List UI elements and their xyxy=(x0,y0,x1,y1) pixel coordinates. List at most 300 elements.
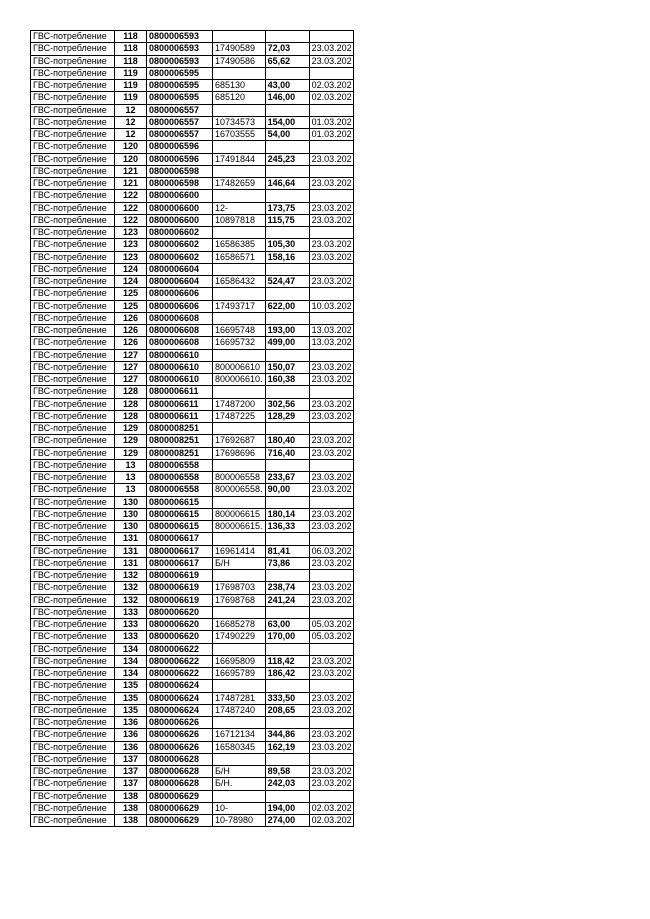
cell-account-number: 0800006600 xyxy=(147,202,213,214)
cell-document-number xyxy=(213,533,266,545)
cell-date: 23.03.202 xyxy=(309,729,353,741)
cell-account-number: 0800006602 xyxy=(147,239,213,251)
cell-amount xyxy=(265,288,309,300)
cell-document-number xyxy=(213,643,266,655)
cell-document-number xyxy=(213,680,266,692)
table-row xyxy=(31,643,354,655)
cell-date xyxy=(309,31,353,43)
cell-amount: 241,24 xyxy=(265,594,309,606)
cell-document-number: Б/Н xyxy=(213,766,266,778)
table-row xyxy=(31,753,354,765)
cell-date: 23.03.202 xyxy=(309,43,353,55)
cell-date: 23.03.202 xyxy=(309,447,353,459)
cell-date xyxy=(309,227,353,239)
cell-row-number: 131 xyxy=(115,533,147,545)
cell-service-type: ГВС-потребление xyxy=(31,202,115,214)
cell-document-number: 800006610 xyxy=(213,361,266,373)
cell-date: 01.03.202 xyxy=(309,129,353,141)
cell-date: 05.03.202 xyxy=(309,619,353,631)
table-row xyxy=(31,582,354,594)
cell-service-type: ГВС-потребление xyxy=(31,435,115,447)
cell-amount xyxy=(265,643,309,655)
cell-amount xyxy=(265,717,309,729)
cell-date xyxy=(309,753,353,765)
cell-amount: 73,86 xyxy=(265,557,309,569)
cell-date xyxy=(309,263,353,275)
cell-row-number: 118 xyxy=(115,55,147,67)
table-row xyxy=(31,631,354,643)
cell-document-number: 16586385 xyxy=(213,239,266,251)
cell-amount: 158,16 xyxy=(265,251,309,263)
cell-amount: 118,42 xyxy=(265,655,309,667)
cell-row-number: 124 xyxy=(115,276,147,288)
cell-amount: 63,00 xyxy=(265,619,309,631)
table-row xyxy=(31,741,354,753)
cell-account-number: 0800006628 xyxy=(147,778,213,790)
cell-document-number: 17490589 xyxy=(213,43,266,55)
cell-document-number: 16695732 xyxy=(213,337,266,349)
cell-document-number xyxy=(213,263,266,275)
cell-amount xyxy=(265,496,309,508)
table-row xyxy=(31,80,354,92)
cell-account-number: 0800006620 xyxy=(147,619,213,631)
cell-service-type: ГВС-потребление xyxy=(31,557,115,569)
cell-amount xyxy=(265,423,309,435)
cell-service-type: ГВС-потребление xyxy=(31,190,115,202)
cell-account-number: 0800006558 xyxy=(147,484,213,496)
cell-account-number: 0800006611 xyxy=(147,398,213,410)
cell-account-number: 0800006610 xyxy=(147,349,213,361)
table-row xyxy=(31,766,354,778)
cell-date xyxy=(309,104,353,116)
table-row xyxy=(31,545,354,557)
cell-row-number: 122 xyxy=(115,214,147,226)
cell-row-number: 125 xyxy=(115,300,147,312)
cell-service-type: ГВС-потребление xyxy=(31,312,115,324)
cell-row-number: 136 xyxy=(115,729,147,741)
cell-date xyxy=(309,496,353,508)
cell-account-number: 0800006602 xyxy=(147,251,213,263)
cell-date: 02.03.202 xyxy=(309,815,353,827)
cell-document-number: Б/Н xyxy=(213,557,266,569)
cell-account-number: 0800006628 xyxy=(147,753,213,765)
cell-row-number: 12 xyxy=(115,116,147,128)
cell-amount: 622,00 xyxy=(265,300,309,312)
table-row xyxy=(31,655,354,667)
cell-service-type: ГВС-потребление xyxy=(31,43,115,55)
cell-date xyxy=(309,67,353,79)
table-row xyxy=(31,349,354,361)
cell-amount xyxy=(265,386,309,398)
cell-amount: 43,00 xyxy=(265,80,309,92)
cell-amount: 194,00 xyxy=(265,802,309,814)
cell-amount xyxy=(265,606,309,618)
table-row xyxy=(31,459,354,471)
cell-row-number: 138 xyxy=(115,815,147,827)
table-row xyxy=(31,484,354,496)
cell-row-number: 126 xyxy=(115,312,147,324)
cell-service-type: ГВС-потребление xyxy=(31,533,115,545)
cell-account-number: 0800006626 xyxy=(147,729,213,741)
cell-row-number: 118 xyxy=(115,43,147,55)
cell-document-number: 16695789 xyxy=(213,668,266,680)
cell-amount: 170,00 xyxy=(265,631,309,643)
cell-account-number: 0800006622 xyxy=(147,668,213,680)
cell-document-number xyxy=(213,717,266,729)
cell-document-number xyxy=(213,570,266,582)
cell-document-number xyxy=(213,312,266,324)
cell-document-number: 17490586 xyxy=(213,55,266,67)
table-row xyxy=(31,67,354,79)
cell-date xyxy=(309,423,353,435)
table-row xyxy=(31,43,354,55)
cell-account-number: 0800006593 xyxy=(147,55,213,67)
cell-amount: 274,00 xyxy=(265,815,309,827)
table-row xyxy=(31,312,354,324)
cell-account-number: 0800006617 xyxy=(147,557,213,569)
cell-service-type: ГВС-потребление xyxy=(31,496,115,508)
cell-row-number: 128 xyxy=(115,398,147,410)
cell-date: 23.03.202 xyxy=(309,521,353,533)
cell-date: 01.03.202 xyxy=(309,116,353,128)
table-row xyxy=(31,815,354,827)
table-row xyxy=(31,92,354,104)
cell-service-type: ГВС-потребление xyxy=(31,398,115,410)
cell-document-number xyxy=(213,606,266,618)
cell-row-number: 124 xyxy=(115,263,147,275)
cell-service-type: ГВС-потребление xyxy=(31,606,115,618)
cell-account-number: 0800006595 xyxy=(147,80,213,92)
cell-date: 23.03.202 xyxy=(309,692,353,704)
cell-amount: 146,00 xyxy=(265,92,309,104)
cell-service-type: ГВС-потребление xyxy=(31,704,115,716)
cell-date: 23.03.202 xyxy=(309,435,353,447)
cell-service-type: ГВС-потребление xyxy=(31,447,115,459)
cell-account-number: 0800006624 xyxy=(147,692,213,704)
cell-amount xyxy=(265,790,309,802)
cell-account-number: 0800006622 xyxy=(147,655,213,667)
table-row xyxy=(31,423,354,435)
cell-document-number: 17487200 xyxy=(213,398,266,410)
cell-service-type: ГВС-потребление xyxy=(31,802,115,814)
cell-service-type: ГВС-потребление xyxy=(31,349,115,361)
cell-service-type: ГВС-потребление xyxy=(31,594,115,606)
cell-document-number xyxy=(213,227,266,239)
cell-service-type: ГВС-потребление xyxy=(31,276,115,288)
cell-amount xyxy=(265,141,309,153)
cell-account-number: 0800006557 xyxy=(147,129,213,141)
cell-date xyxy=(309,717,353,729)
cell-service-type: ГВС-потребление xyxy=(31,178,115,190)
table-row xyxy=(31,190,354,202)
cell-document-number: 16685278 xyxy=(213,619,266,631)
cell-date xyxy=(309,190,353,202)
table-row xyxy=(31,472,354,484)
table-row xyxy=(31,361,354,373)
table-row xyxy=(31,374,354,386)
table-row xyxy=(31,521,354,533)
cell-row-number: 136 xyxy=(115,717,147,729)
cell-service-type: ГВС-потребление xyxy=(31,325,115,337)
cell-row-number: 118 xyxy=(115,31,147,43)
table-row xyxy=(31,104,354,116)
data-table xyxy=(30,30,354,827)
cell-account-number: 0800006596 xyxy=(147,153,213,165)
cell-service-type: ГВС-потребление xyxy=(31,92,115,104)
cell-account-number: 0800006593 xyxy=(147,31,213,43)
cell-amount xyxy=(265,165,309,177)
cell-document-number: 17487281 xyxy=(213,692,266,704)
table-row xyxy=(31,214,354,226)
table-row xyxy=(31,178,354,190)
cell-service-type: ГВС-потребление xyxy=(31,545,115,557)
cell-account-number: 0800006606 xyxy=(147,288,213,300)
cell-date: 23.03.202 xyxy=(309,374,353,386)
cell-account-number: 0800006608 xyxy=(147,325,213,337)
cell-amount xyxy=(265,227,309,239)
cell-document-number: 17698703 xyxy=(213,582,266,594)
cell-service-type: ГВС-потребление xyxy=(31,521,115,533)
cell-row-number: 138 xyxy=(115,790,147,802)
cell-amount xyxy=(265,753,309,765)
cell-service-type: ГВС-потребление xyxy=(31,337,115,349)
cell-service-type: ГВС-потребление xyxy=(31,239,115,251)
cell-date xyxy=(309,386,353,398)
cell-date xyxy=(309,288,353,300)
cell-service-type: ГВС-потребление xyxy=(31,67,115,79)
cell-row-number: 132 xyxy=(115,570,147,582)
cell-document-number: 16586432 xyxy=(213,276,266,288)
cell-amount: 238,74 xyxy=(265,582,309,594)
cell-row-number: 123 xyxy=(115,227,147,239)
cell-amount: 54,00 xyxy=(265,129,309,141)
cell-document-number: 800006558. xyxy=(213,484,266,496)
table-row xyxy=(31,325,354,337)
cell-amount: 173,75 xyxy=(265,202,309,214)
cell-document-number xyxy=(213,104,266,116)
table-row xyxy=(31,594,354,606)
table-row xyxy=(31,435,354,447)
cell-date: 23.03.202 xyxy=(309,704,353,716)
cell-document-number: 17692687 xyxy=(213,435,266,447)
table-row xyxy=(31,410,354,422)
cell-service-type: ГВС-потребление xyxy=(31,459,115,471)
cell-document-number xyxy=(213,459,266,471)
table-row xyxy=(31,251,354,263)
cell-account-number: 0800006596 xyxy=(147,141,213,153)
table-row xyxy=(31,447,354,459)
cell-amount: 72,03 xyxy=(265,43,309,55)
cell-amount: 180,14 xyxy=(265,508,309,520)
cell-row-number: 137 xyxy=(115,753,147,765)
table-row xyxy=(31,31,354,43)
cell-date: 23.03.202 xyxy=(309,557,353,569)
cell-row-number: 130 xyxy=(115,508,147,520)
table-row xyxy=(31,116,354,128)
cell-account-number: 0800006558 xyxy=(147,459,213,471)
cell-account-number: 0800006615 xyxy=(147,521,213,533)
cell-date xyxy=(309,459,353,471)
cell-service-type: ГВС-потребление xyxy=(31,692,115,704)
cell-service-type: ГВС-потребление xyxy=(31,508,115,520)
cell-account-number: 0800006595 xyxy=(147,92,213,104)
table-row xyxy=(31,619,354,631)
table-row xyxy=(31,533,354,545)
cell-row-number: 13 xyxy=(115,472,147,484)
cell-service-type: ГВС-потребление xyxy=(31,141,115,153)
cell-amount: 160,38 xyxy=(265,374,309,386)
cell-date xyxy=(309,349,353,361)
cell-date: 02.03.202 xyxy=(309,802,353,814)
cell-service-type: ГВС-потребление xyxy=(31,778,115,790)
cell-row-number: 126 xyxy=(115,337,147,349)
table-row xyxy=(31,239,354,251)
cell-account-number: 0800006624 xyxy=(147,704,213,716)
cell-date: 23.03.202 xyxy=(309,766,353,778)
cell-account-number: 0800006604 xyxy=(147,276,213,288)
cell-service-type: ГВС-потребление xyxy=(31,815,115,827)
cell-service-type: ГВС-потребление xyxy=(31,153,115,165)
cell-account-number: 0800006602 xyxy=(147,227,213,239)
cell-row-number: 12 xyxy=(115,104,147,116)
cell-document-number: 17487225 xyxy=(213,410,266,422)
cell-row-number: 12 xyxy=(115,129,147,141)
cell-service-type: ГВС-потребление xyxy=(31,80,115,92)
cell-amount: 136,33 xyxy=(265,521,309,533)
cell-amount xyxy=(265,263,309,275)
cell-row-number: 128 xyxy=(115,410,147,422)
cell-document-number: 16961414 xyxy=(213,545,266,557)
cell-amount: 344,86 xyxy=(265,729,309,741)
cell-date xyxy=(309,312,353,324)
cell-date: 23.03.202 xyxy=(309,276,353,288)
cell-account-number: 0800006600 xyxy=(147,190,213,202)
cell-account-number: 0800006620 xyxy=(147,631,213,643)
cell-account-number: 0800006626 xyxy=(147,717,213,729)
cell-date xyxy=(309,606,353,618)
table-row xyxy=(31,129,354,141)
cell-amount xyxy=(265,349,309,361)
cell-date xyxy=(309,643,353,655)
cell-date: 02.03.202 xyxy=(309,80,353,92)
table-row xyxy=(31,496,354,508)
cell-amount: 180,40 xyxy=(265,435,309,447)
cell-document-number xyxy=(213,349,266,361)
cell-account-number: 0800006606 xyxy=(147,300,213,312)
cell-row-number: 13 xyxy=(115,459,147,471)
cell-row-number: 121 xyxy=(115,165,147,177)
cell-service-type: ГВС-потребление xyxy=(31,374,115,386)
table-row xyxy=(31,717,354,729)
cell-amount: 242,03 xyxy=(265,778,309,790)
cell-row-number: 133 xyxy=(115,631,147,643)
cell-row-number: 135 xyxy=(115,692,147,704)
table-row xyxy=(31,386,354,398)
cell-account-number: 0800006593 xyxy=(147,43,213,55)
cell-row-number: 134 xyxy=(115,655,147,667)
table-row xyxy=(31,729,354,741)
cell-account-number: 0800006624 xyxy=(147,680,213,692)
cell-service-type: ГВС-потребление xyxy=(31,227,115,239)
cell-document-number xyxy=(213,753,266,765)
cell-amount: 245,23 xyxy=(265,153,309,165)
cell-row-number: 133 xyxy=(115,619,147,631)
cell-service-type: ГВС-потребление xyxy=(31,386,115,398)
cell-row-number: 127 xyxy=(115,361,147,373)
cell-service-type: ГВС-потребление xyxy=(31,582,115,594)
cell-amount: 89,58 xyxy=(265,766,309,778)
cell-amount xyxy=(265,459,309,471)
cell-amount: 105,30 xyxy=(265,239,309,251)
cell-row-number: 130 xyxy=(115,496,147,508)
cell-account-number: 0800006619 xyxy=(147,570,213,582)
cell-document-number xyxy=(213,190,266,202)
cell-account-number: 0800006557 xyxy=(147,116,213,128)
cell-amount xyxy=(265,31,309,43)
cell-document-number: 17487240 xyxy=(213,704,266,716)
cell-account-number: 0800006615 xyxy=(147,496,213,508)
cell-document-number: 16695748 xyxy=(213,325,266,337)
cell-amount: 233,67 xyxy=(265,472,309,484)
cell-date: 23.03.202 xyxy=(309,582,353,594)
cell-date: 05.03.202 xyxy=(309,631,353,643)
table-row xyxy=(31,141,354,153)
cell-row-number: 137 xyxy=(115,766,147,778)
cell-row-number: 129 xyxy=(115,423,147,435)
cell-service-type: ГВС-потребление xyxy=(31,423,115,435)
cell-document-number: 685120 xyxy=(213,92,266,104)
cell-amount: 499,00 xyxy=(265,337,309,349)
cell-service-type: ГВС-потребление xyxy=(31,790,115,802)
cell-account-number: 0800006610 xyxy=(147,361,213,373)
cell-row-number: 125 xyxy=(115,288,147,300)
table-row xyxy=(31,570,354,582)
cell-date: 23.03.202 xyxy=(309,178,353,190)
table-row xyxy=(31,227,354,239)
cell-row-number: 126 xyxy=(115,325,147,337)
cell-account-number: 0800006629 xyxy=(147,802,213,814)
cell-amount: 302,56 xyxy=(265,398,309,410)
cell-document-number xyxy=(213,141,266,153)
cell-row-number: 135 xyxy=(115,680,147,692)
cell-service-type: ГВС-потребление xyxy=(31,729,115,741)
cell-row-number: 119 xyxy=(115,80,147,92)
cell-date: 23.03.202 xyxy=(309,508,353,520)
cell-account-number: 0800006615 xyxy=(147,508,213,520)
cell-amount: 716,40 xyxy=(265,447,309,459)
cell-account-number: 0800006611 xyxy=(147,410,213,422)
cell-date: 23.03.202 xyxy=(309,655,353,667)
cell-document-number: 16703555 xyxy=(213,129,266,141)
cell-account-number: 0800006600 xyxy=(147,214,213,226)
cell-row-number: 132 xyxy=(115,594,147,606)
cell-account-number: 0800006598 xyxy=(147,165,213,177)
table-row xyxy=(31,263,354,275)
table-row xyxy=(31,337,354,349)
cell-document-number: 10734573 xyxy=(213,116,266,128)
cell-document-number xyxy=(213,386,266,398)
table-row xyxy=(31,802,354,814)
cell-document-number: 16712134 xyxy=(213,729,266,741)
cell-service-type: ГВС-потребление xyxy=(31,717,115,729)
cell-service-type: ГВС-потребление xyxy=(31,263,115,275)
table-row xyxy=(31,778,354,790)
cell-date xyxy=(309,790,353,802)
table-row xyxy=(31,668,354,680)
cell-date: 13.03.202 xyxy=(309,337,353,349)
cell-document-number xyxy=(213,288,266,300)
cell-document-number: 17493717 xyxy=(213,300,266,312)
